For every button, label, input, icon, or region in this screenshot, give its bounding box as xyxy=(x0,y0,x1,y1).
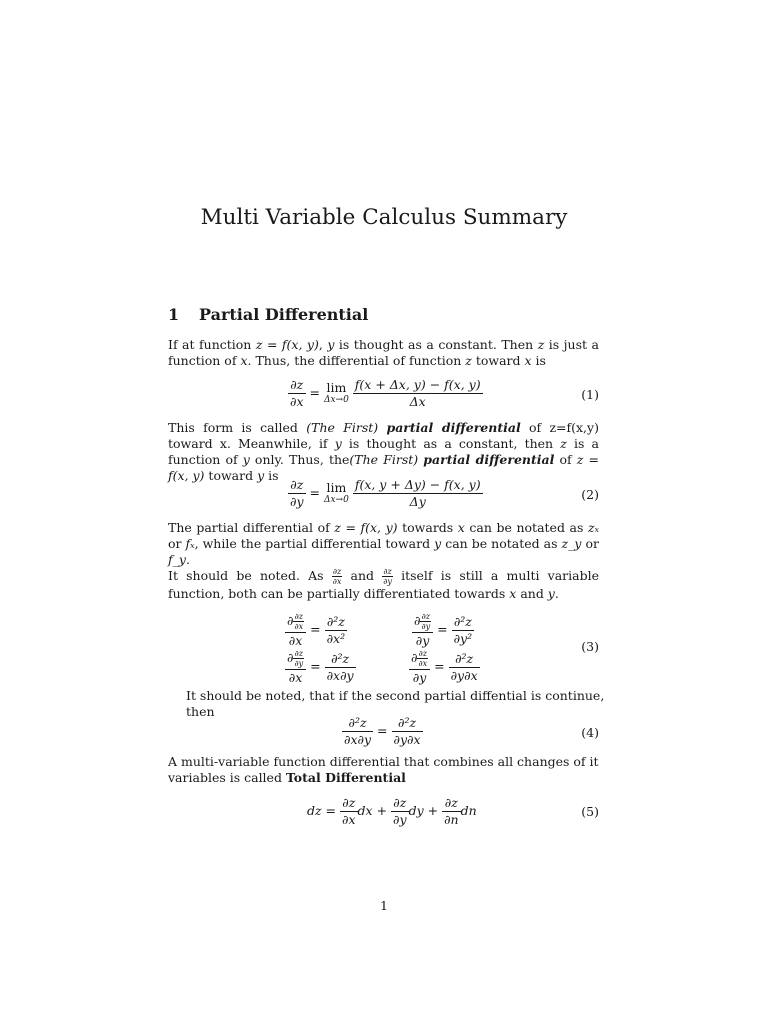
section-title: Partial Differential xyxy=(199,305,369,324)
equation-2: $\frac{\partial z}{\partial y}$ = lim Δx→0 $\frac{f(x, y + \Delta y) - f(x, y)}{\Delta y}$ xyxy=(290,477,481,509)
equation-3-row1-right: ∂ $\frac{\partial z}{\partial y}$ ∂y = $\frac{\text{∂²z}}{\text{∂y²}}$ xyxy=(414,612,473,648)
equation-3-row2-left: ∂ $\frac{\partial z}{\partial y}$ ∂x = $\frac{\text{∂²z}}{\partial x\partial y}$ xyxy=(287,649,354,685)
equation-4: $\frac{\text{∂²z}}{\partial x\partial y}$ = $\frac{\text{∂²z}}{\partial y\partial x}$ xyxy=(344,715,421,747)
equation-3-row2-right: ∂ $\frac{\partial z}{\partial x}$ ∂y = $\frac{\text{∂²z}}{\partial y\partial x}$ xyxy=(411,649,478,685)
section-number: 1 xyxy=(168,305,180,324)
section-heading xyxy=(168,305,368,324)
equation-1: $\frac{\partial z}{\partial x}$ = lim Δx→0 $\frac{f(x + \Delta x, y) - f(x, y)}{\Delta x}$ xyxy=(290,377,481,409)
page-number: 1 xyxy=(380,898,388,913)
equation-1-label: (1) xyxy=(581,387,599,402)
equation-5: dz = $\frac{\partial z}{\partial x}$ dx + $\frac{\partial z}{\partial y}$ dy + $\frac{\partial z}{\partial n}$ dn xyxy=(307,795,477,827)
equation-5-label: (5) xyxy=(581,804,599,819)
paragraph-1: If at function z = f(x, y), y is thought as a constant. Then z is just a function of x. Thus, the differential of function z toward x is xyxy=(168,337,599,368)
document-title: Multi Variable Calculus Summary xyxy=(200,205,568,230)
paragraph-6: A multi-variable function differential that combines all changes of it variables is called Total Differential xyxy=(168,754,599,785)
paragraph-4: It should be noted. As $\frac{\partial z}{\partial x}$ and $\frac{\partial z}{\partial y}$ itself is still a multi variable function, both can be partially differentiated towards x and y. xyxy=(168,567,599,601)
paragraph-2: This form is called (The First) partial differential of z=f(x,y) toward x. Meanwhile, if y is thought as a constant, then z is a function of y only. Thus, the(The First) partial differential of z = f(x, y) toward y is xyxy=(168,420,599,483)
equation-3-row1-left: ∂ $\frac{\partial z}{\partial x}$ ∂x = $\frac{\text{∂²z}}{\text{∂x²}}$ xyxy=(287,612,346,648)
equation-2-label: (2) xyxy=(581,487,599,502)
equation-3-label: (3) xyxy=(581,639,599,654)
equation-4-label: (4) xyxy=(581,725,599,740)
paragraph-5: It should be noted, that if the second partial diffential is continue, then xyxy=(186,688,605,719)
paragraph-3: The partial differential of z = f(x, y) towards x can be notated as zₓ or fₓ, while the partial differential toward y can be notated as z_y or f_y. xyxy=(168,520,599,567)
